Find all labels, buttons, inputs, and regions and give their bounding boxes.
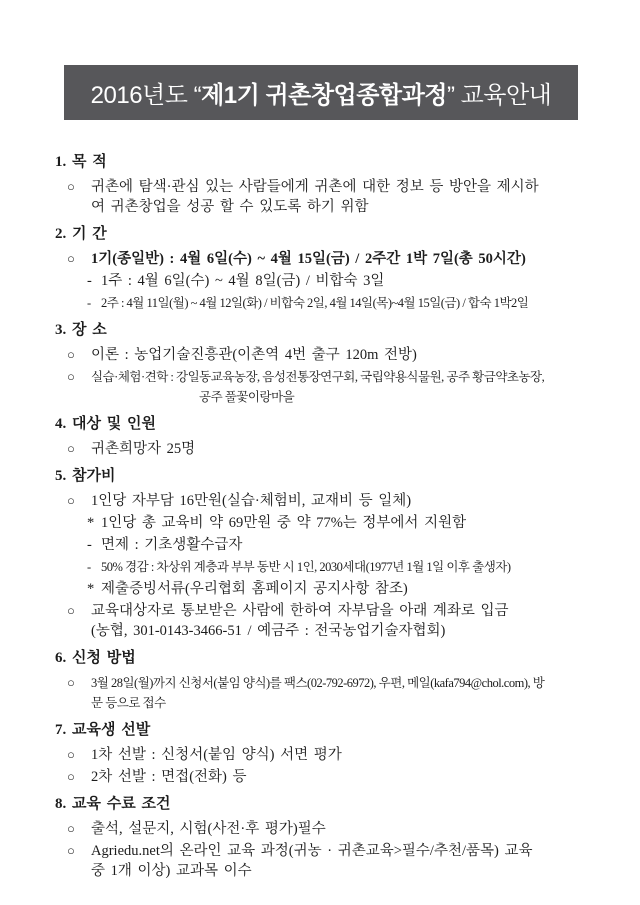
circle-bullet-marker: ○ bbox=[67, 675, 75, 690]
list-item bbox=[87, 535, 610, 555]
item-text bbox=[101, 513, 610, 533]
text-line: 귀촌희망자 25명 bbox=[91, 441, 196, 457]
item-text bbox=[101, 271, 610, 291]
section bbox=[55, 648, 610, 713]
item-text bbox=[101, 557, 610, 577]
text-line: 문 등으로 접수 bbox=[91, 696, 166, 710]
text-line: (농협, 301-0143-3466-51 / 예금주 : 전국농업기술자협회) bbox=[91, 623, 446, 639]
section bbox=[55, 794, 610, 881]
text-line: 중 1개 이상) 교과목 이수 bbox=[91, 863, 252, 879]
circle-bullet-marker: ○ bbox=[67, 251, 75, 266]
text-line: 1인당 총 교육비 약 69만원 중 약 77%는 정부에서 지원함 bbox=[101, 515, 467, 531]
section-heading: 3. 장 소 bbox=[55, 322, 107, 338]
list-item bbox=[67, 177, 610, 217]
item-text bbox=[91, 601, 610, 641]
section-heading: 6. 신청 방법 bbox=[55, 650, 136, 666]
item-text bbox=[91, 177, 610, 217]
section-heading: 4. 대상 및 인원 bbox=[55, 416, 156, 432]
text-line: 귀촌에 탐색·관심 있는 사람들에게 귀촌에 대한 정보 등 방안을 제시하 bbox=[91, 179, 539, 195]
list-item bbox=[67, 819, 610, 839]
star-bullet-marker: * bbox=[87, 515, 95, 531]
section-heading: 7. 교육생 선발 bbox=[55, 722, 151, 738]
page-title-emphasis: 제1기 귀촌창업종합과정 bbox=[201, 82, 447, 109]
item-text bbox=[91, 745, 610, 765]
section-heading: 2. 기 간 bbox=[55, 226, 107, 242]
list-item bbox=[67, 345, 610, 365]
section bbox=[55, 224, 610, 313]
list-item bbox=[67, 439, 610, 459]
dash-bullet-marker: - bbox=[87, 296, 91, 310]
text-line: 2차 선발 : 면접(전화) 등 bbox=[91, 769, 247, 785]
item-text bbox=[91, 819, 610, 839]
circle-bullet-marker: ○ bbox=[67, 179, 75, 194]
list-item bbox=[67, 491, 610, 511]
list-item bbox=[87, 293, 610, 313]
section bbox=[55, 320, 610, 407]
section bbox=[55, 720, 610, 787]
list-item bbox=[67, 841, 610, 881]
text-line: 여 귀촌창업을 성공 할 수 있도록 하기 위함 bbox=[91, 199, 369, 215]
text-line: 제출증빙서류(우리협회 홈페이지 공지사항 참조) bbox=[101, 581, 408, 597]
item-text bbox=[91, 767, 610, 787]
section-heading: 5. 참가비 bbox=[55, 468, 116, 484]
dash-bullet-marker: - bbox=[87, 273, 92, 289]
item-text bbox=[91, 439, 610, 459]
dash-bullet-marker: - bbox=[87, 560, 91, 574]
text-line: 1기(종일반) : 4월 6일(수) ~ 4월 15일(금) / 2주간 1박 7일(총 50시간) bbox=[91, 251, 526, 267]
text-line: 실습·체험·견학 : 강일동교육농장, 음성전통장연구회, 국립약용식물원, 공주 황금약초농장, bbox=[91, 370, 545, 384]
list-item bbox=[67, 673, 610, 713]
text-line: 교육대상자로 통보받은 사람에 한하여 자부담을 아래 계좌로 입금 bbox=[91, 603, 509, 619]
circle-bullet-marker: ○ bbox=[67, 441, 75, 456]
text-line: 1주 : 4월 6일(수) ~ 4월 8일(금) / 비합숙 3일 bbox=[101, 273, 385, 289]
section bbox=[55, 152, 610, 217]
item-text bbox=[101, 535, 610, 555]
page-title-suffix: ” 교육안내 bbox=[446, 82, 552, 109]
text-line: 1차 선발 : 신청서(붙임 양식) 서면 평가 bbox=[91, 747, 342, 763]
item-text bbox=[91, 249, 610, 269]
circle-bullet-marker: ○ bbox=[67, 603, 75, 618]
item-text bbox=[91, 491, 610, 511]
text-line: 3월 28일(월)까지 신청서(붙임 양식)를 팩스(02-792-6972), 우편, 메일(kafa794@chol.com), 방 bbox=[91, 676, 545, 690]
list-item bbox=[87, 579, 610, 599]
title-banner bbox=[64, 65, 578, 120]
list-item bbox=[87, 271, 610, 291]
text-line: 50% 경감 : 차상위 계층과 부부 동반 시 1인, 2030세대(1977년 1월 1일 이후 출생자) bbox=[101, 560, 511, 574]
star-bullet-marker: * bbox=[87, 581, 95, 597]
section-heading: 8. 교육 수료 조건 bbox=[55, 796, 171, 812]
item-text bbox=[91, 673, 610, 713]
item-text bbox=[91, 367, 610, 407]
section bbox=[55, 466, 610, 641]
text-line: 공주 풀꽃이랑마을 bbox=[199, 390, 295, 404]
list-item bbox=[87, 513, 610, 533]
circle-bullet-marker: ○ bbox=[67, 769, 75, 784]
circle-bullet-marker: ○ bbox=[67, 843, 75, 858]
item-text bbox=[101, 579, 610, 599]
section bbox=[55, 414, 610, 459]
list-item bbox=[87, 557, 610, 577]
dash-bullet-marker: - bbox=[87, 537, 92, 553]
text-line: 출석, 설문지, 시험(사전·후 평가)필수 bbox=[91, 821, 326, 837]
circle-bullet-marker: ○ bbox=[67, 347, 75, 362]
text-line: 면제 : 기초생활수급자 bbox=[101, 537, 243, 553]
circle-bullet-marker: ○ bbox=[67, 369, 75, 384]
section-heading: 1. 목 적 bbox=[55, 154, 107, 170]
list-item bbox=[67, 367, 610, 407]
list-item bbox=[67, 767, 610, 787]
text-line: 이론 : 농업기술진흥관(이촌역 4번 출구 120m 전방) bbox=[91, 347, 417, 363]
page-title-prefix: 2016년도 “ bbox=[90, 82, 202, 109]
text-line: 2주 : 4월 11일(월) ~ 4월 12일(화) / 비합숙 2일, 4월 14일(목)~4월 15일(금) / 합숙 1박2일 bbox=[101, 296, 529, 310]
item-text bbox=[101, 293, 610, 313]
list-item bbox=[67, 601, 610, 641]
circle-bullet-marker: ○ bbox=[67, 821, 75, 836]
circle-bullet-marker: ○ bbox=[67, 493, 75, 508]
item-text bbox=[91, 841, 610, 881]
list-item bbox=[67, 249, 610, 269]
item-text bbox=[91, 345, 610, 365]
text-line: Agriedu.net의 온라인 교육 과정(귀농 · 귀촌교육>필수/추천/품목) 교육 bbox=[91, 843, 533, 859]
list-item bbox=[67, 745, 610, 765]
document-body bbox=[0, 120, 640, 881]
circle-bullet-marker: ○ bbox=[67, 747, 75, 762]
text-line: 1인당 자부담 16만원(실습·체험비, 교재비 등 일체) bbox=[91, 493, 412, 509]
